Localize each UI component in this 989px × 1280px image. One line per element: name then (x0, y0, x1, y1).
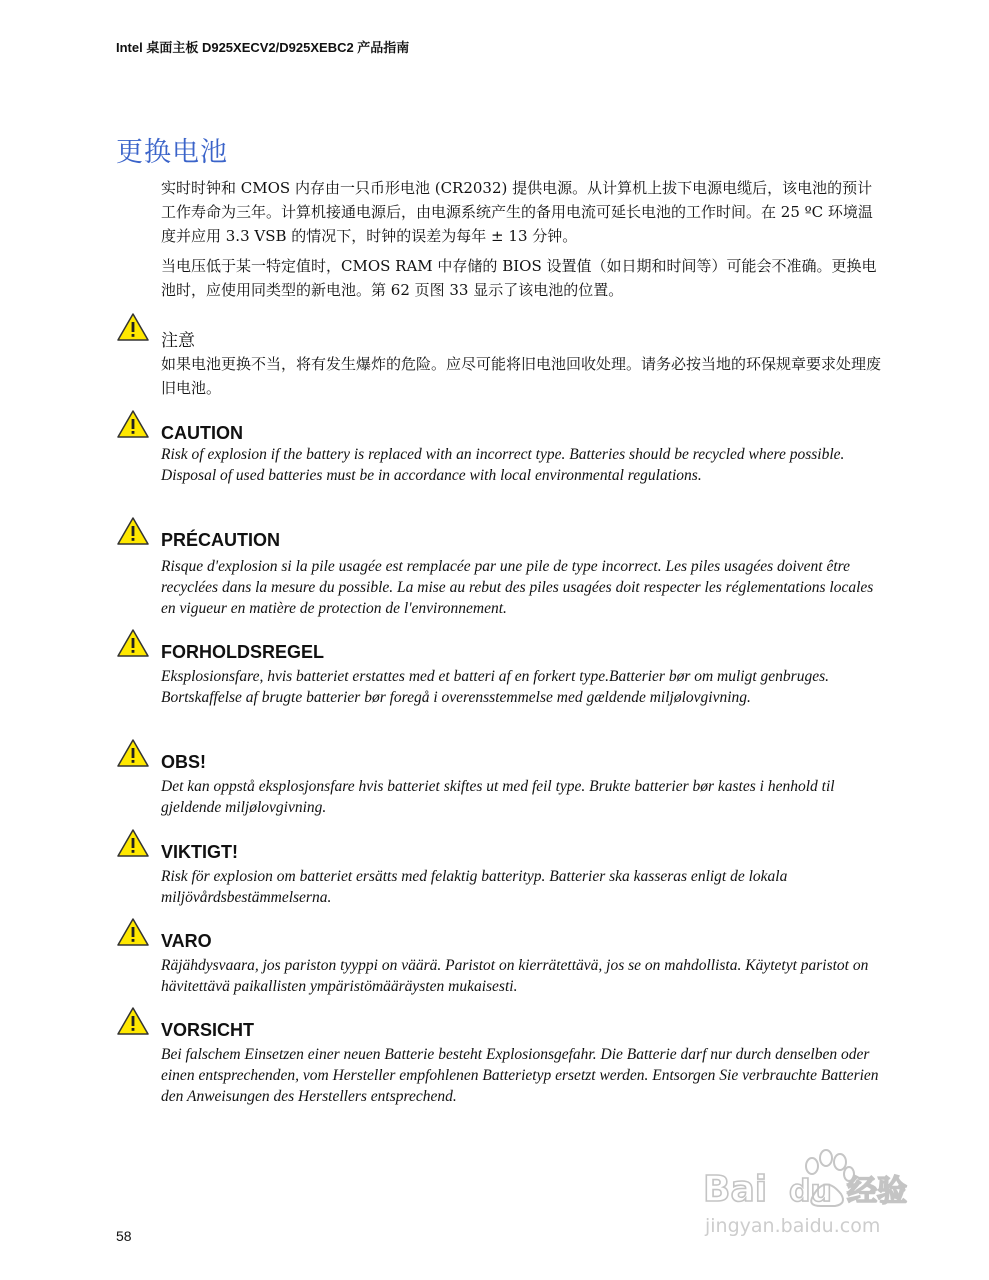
section-title: 更换电池 (116, 137, 228, 168)
notice-heading: FORHOLDSREGEL (161, 642, 325, 662)
intro-paragraph: 实时时钟和 CMOS 内存由一只币形电池 (CR2032) 提供电源。从计算机上拔下电源电缆后，该电池的预计工作寿命为三年。计算机接通电源后，由电源系统产生的备用电流可延长电池的工作时间。在 25 ºC 环境温度并应用 3.3 VSB 的情况下，时钟的误差为每年 ± 13 分钟。 (161, 179, 873, 245)
svg-text:jingyan.baidu.com: jingyan.baidu.com (705, 1215, 881, 1237)
warning-icon (116, 516, 150, 546)
warning-icon (116, 828, 150, 858)
notice-body: Eksplosionsfare, hvis batteriet erstattes med et batteri af en forkert type.Batterier bør om muligt genbruges. Bortskaffelse af brugte batterier bør foregå i overensstemmelse med gældende miljølovgivning. (161, 668, 829, 706)
notice-body: 如果电池更换不当，将有发生爆炸的危险。应尽可能将旧电池回收处理。请务必按当地的环保规章要求处理废旧电池。 (161, 355, 882, 397)
notice-body: Risque d'explosion si la pile usagée est remplacée par une pile de type incorrect. Les piles usagées doivent être recyclées dans la mesure du possible. La mise au rebut des piles usagées doit respecter les réglementations locales en vigueur en matière de protection de l'environnement. (161, 558, 874, 617)
svg-text:Bai: Bai (703, 1169, 768, 1210)
notice-body: Risk för explosion om batteriet ersätts med felaktig batterityp. Batterier ska kasseras enligt de lokala miljövårdsbestämmelserna. (161, 868, 788, 906)
svg-text:经验: 经验 (847, 1174, 907, 1209)
warning-icon (116, 312, 150, 342)
page-number: 58 (116, 1228, 132, 1244)
notice-heading: VORSICHT (161, 1020, 255, 1040)
voltage-paragraph: 当电压低于某一特定值时，CMOS RAM 中存储的 BIOS 设置值（如日期和时间等）可能会不准确。更换电池时，应使用同类型的新电池。第 62 页图 33 显示了该电池的位置。 (161, 257, 877, 299)
notice-heading: VARO (161, 931, 212, 951)
notice-heading: VIKTIGT! (161, 842, 238, 862)
notice-body: Det kan oppstå eksplosjonsfare hvis batteriet skiftes ut med feil type. Brukte batterier bør kastes i henhold til gjeldende miljølovgivning. (161, 778, 835, 816)
notice-heading: PRÉCAUTION (161, 530, 281, 550)
page-header: Intel 桌面主板 D925XECV2/D925XEBC2 产品指南 (116, 40, 410, 55)
notice-heading: OBS! (161, 752, 206, 772)
notice-body: Bei falschem Einsetzen einer neuen Batterie besteht Explosionsgefahr. Die Batterie darf nur durch denselben oder einen entsprechenden, vom Hersteller empfohlenen Batterietyp ersetzt werden. Entsorgen Sie verbrauchte Batterien den Anweisungen des Herstellers entsprechend. (161, 1046, 879, 1105)
baidu-jingyan-watermark (695, 1128, 945, 1253)
svg-text:du: du (789, 1174, 832, 1209)
notice-body: Räjähdysvaara, jos pariston tyyppi on väärä. Paristot on kierrätettävä, jos se on mahdollista. Käytetyt paristot on hävitettävä paikallisten ympäristömääräysten mukaisesti. (161, 957, 869, 995)
notice-heading: CAUTION (161, 423, 243, 443)
warning-icon (116, 628, 150, 658)
notice-heading: 注意 (161, 331, 195, 351)
warning-icon (116, 917, 150, 947)
warning-icon (116, 1006, 150, 1036)
warning-icon (116, 738, 150, 768)
notice-body: Risk of explosion if the battery is replaced with an incorrect type. Batteries should be recycled where possible. Disposal of used batteries must be in accordance with local environmental regulations. (161, 446, 845, 484)
warning-icon (116, 409, 150, 439)
